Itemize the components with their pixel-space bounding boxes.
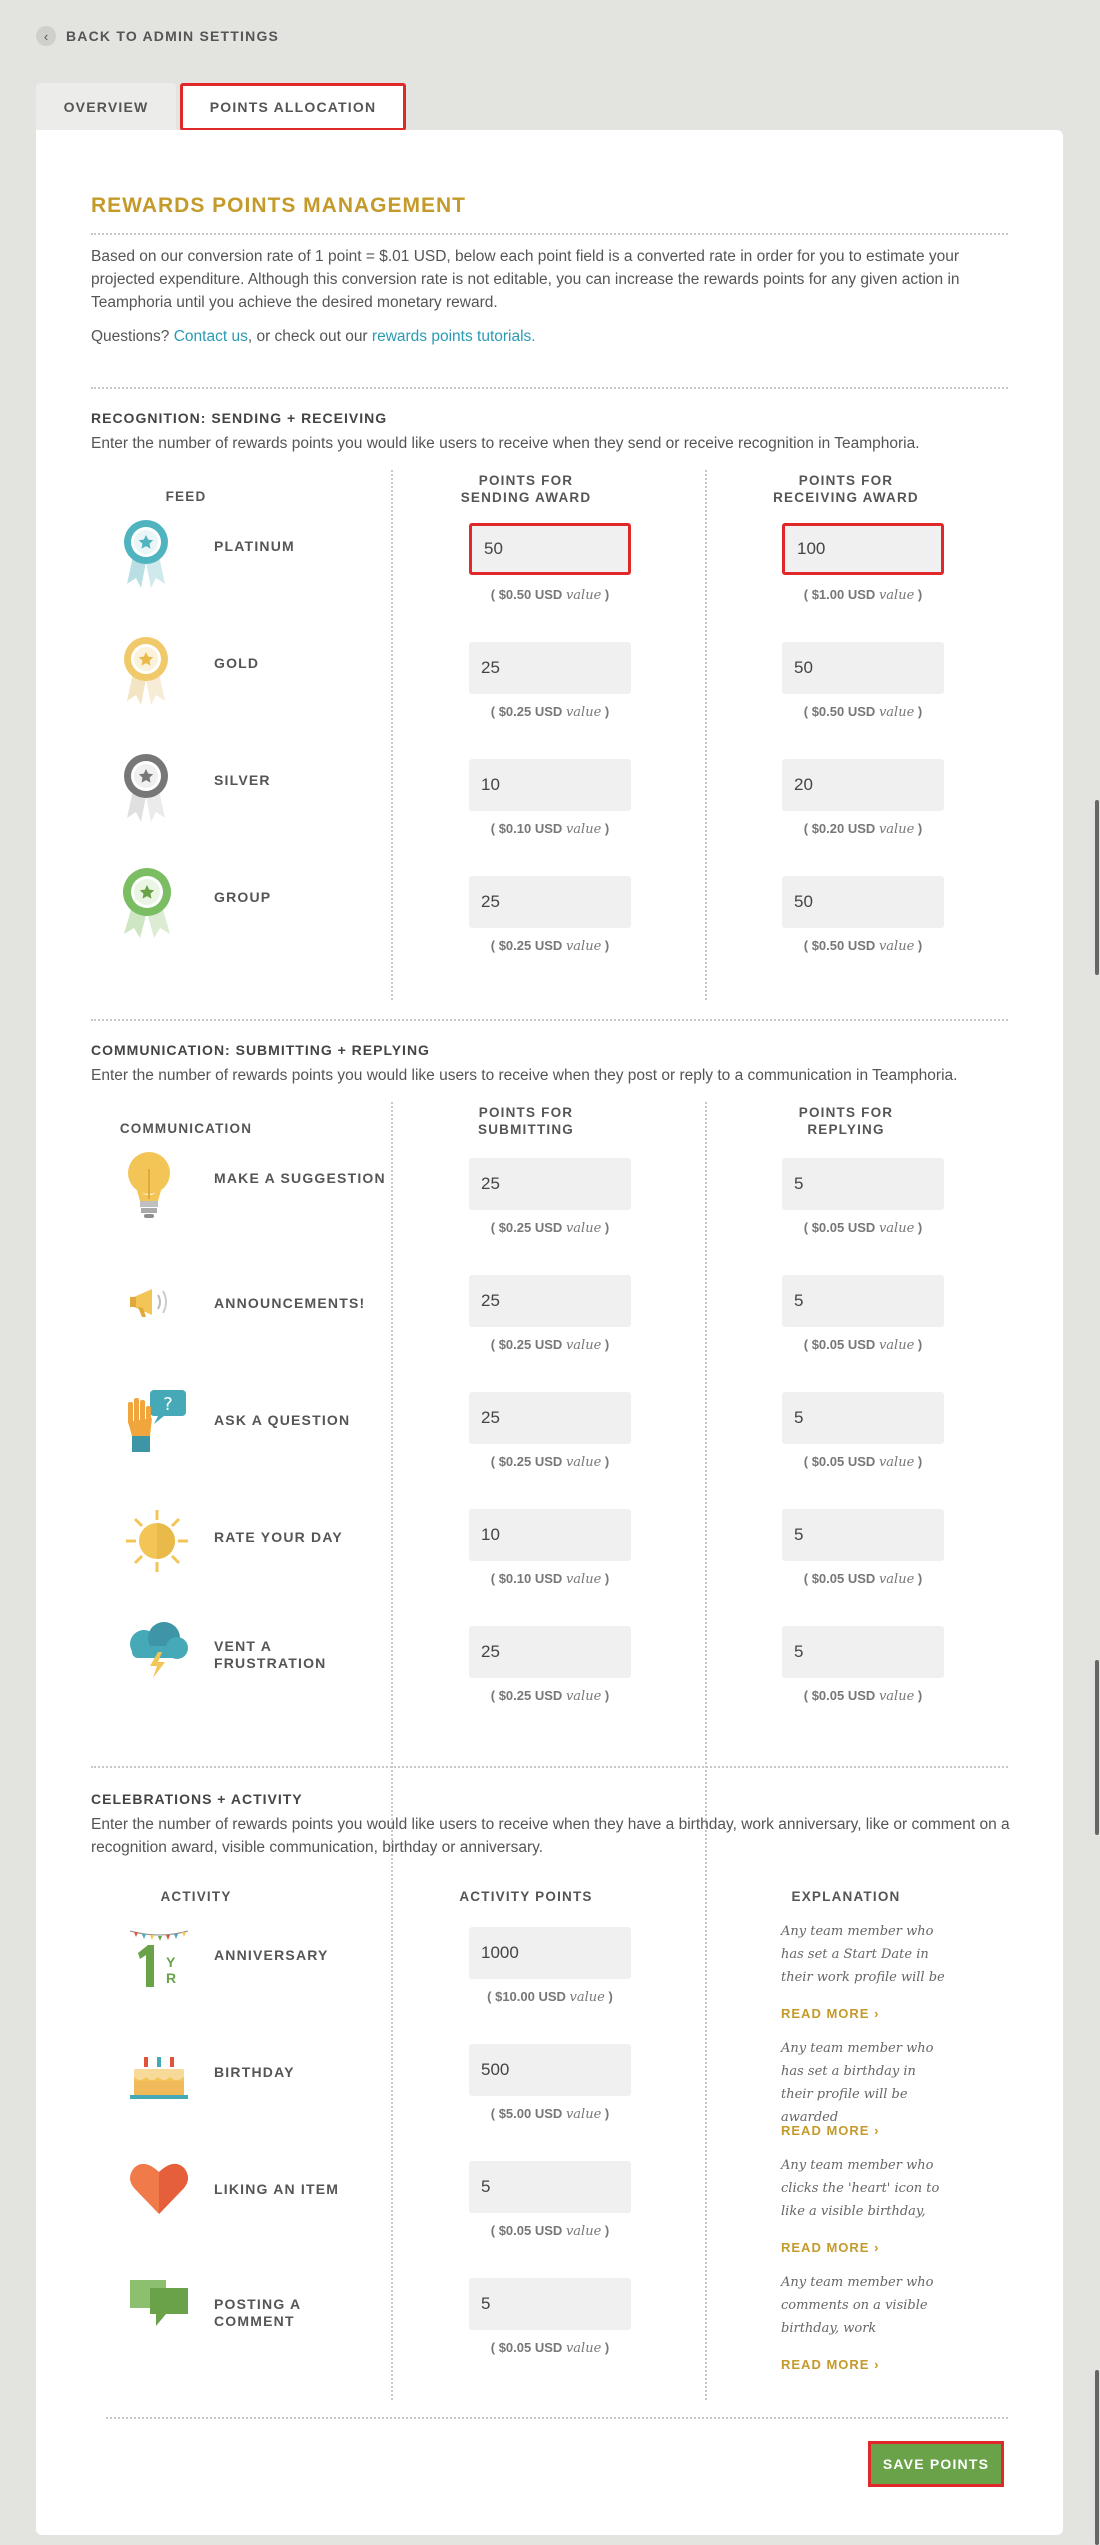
- raised-hand-question-icon: [124, 1388, 190, 1459]
- announcements-submitting-input[interactable]: [469, 1275, 631, 1327]
- celebrations-heading: CELEBRATIONS + ACTIVITY: [91, 1791, 303, 1807]
- usd-value: ( $10.00 USD value ): [487, 1989, 613, 2005]
- silver-sending-input[interactable]: [469, 759, 631, 811]
- scrollbar-thumb[interactable]: [1095, 1660, 1099, 1835]
- read-more-link[interactable]: READ MORE ›: [781, 2357, 880, 2372]
- chevron-right-icon: ›: [874, 2006, 880, 2021]
- points-card: [36, 130, 1063, 2535]
- usd-value: ( $0.20 USD value ): [803, 821, 923, 837]
- communication-heading: COMMUNICATION: SUBMITTING + REPLYING: [91, 1042, 430, 1058]
- usd-value: ( $0.25 USD value ): [490, 1220, 610, 1236]
- col-header-receiving: POINTS FOR RECEIVING AWARD: [773, 473, 919, 505]
- col-header-feed: FEED: [165, 489, 207, 504]
- contact-us-link[interactable]: Contact us: [173, 328, 248, 345]
- divider: [91, 233, 1008, 235]
- storm-cloud-icon: [122, 1620, 192, 1685]
- questions-middle: , or check out our: [247, 328, 368, 345]
- rewards-tutorials-link[interactable]: rewards points tutorials.: [371, 328, 536, 345]
- explanation-text: Any team member who has set a birthday in their profile will be awarded: [781, 2041, 934, 2125]
- comment-points-input[interactable]: [469, 2278, 631, 2330]
- chevron-right-icon: ›: [874, 2123, 880, 2138]
- usd-value: ( $0.25 USD value ): [490, 938, 610, 954]
- usd-value: ( $0.50 USD value ): [490, 587, 610, 603]
- communication-description: Enter the number of rewards points you would like users to receive when they post or reply to a communication in Teamphoria.: [91, 1067, 958, 1084]
- scrollbar-thumb[interactable]: [1095, 2370, 1099, 2545]
- tab-overview[interactable]: OVERVIEW: [36, 83, 176, 131]
- anniversary-points-input[interactable]: [469, 1927, 631, 1979]
- svg-text:R: R: [166, 1970, 177, 1986]
- col-header-activity-points: ACTIVITY POINTS: [459, 1889, 593, 1904]
- usd-value: ( $0.05 USD value ): [803, 1571, 923, 1587]
- usd-value: ( $0.05 USD value ): [490, 2223, 610, 2239]
- intro-text: Based on our conversion rate of 1 point = $.01 USD, below each point field is a converted rate in order for you to estimate your projected expenditure. Although this conversion rate is not editable, you can increase the rewards points for any given action in Teamphoria until you achieve the desired monetary reward.: [91, 248, 960, 311]
- col-header-explanation: EXPLANATION: [791, 1889, 901, 1904]
- questions-prefix: Questions?: [91, 328, 170, 345]
- row-label-gold: GOLD: [214, 655, 260, 671]
- read-more-link[interactable]: READ MORE ›: [781, 2240, 880, 2255]
- divider: [106, 2417, 1008, 2419]
- row-label-birthday: BIRTHDAY: [214, 2064, 295, 2080]
- chevron-right-icon: ›: [874, 2240, 880, 2255]
- platinum-receiving-input[interactable]: [782, 523, 944, 575]
- silver-receiving-input[interactable]: [782, 759, 944, 811]
- row-label-group: GROUP: [214, 889, 272, 905]
- usd-value: ( $0.05 USD value ): [803, 1220, 923, 1236]
- gold-medal-icon: [121, 635, 171, 712]
- row-label-suggestion: MAKE A SUGGESTION: [214, 1170, 386, 1186]
- celebrations-description: Enter the number of rewards points you would like users to receive when they have a birthday, work anniversary, like or comment on a recognition award, visible communication, birthday or anniversary.: [91, 1816, 1010, 1856]
- usd-value: ( $0.05 USD value ): [803, 1688, 923, 1704]
- svg-text:?: ?: [163, 1394, 173, 1415]
- group-medal-icon: [118, 868, 176, 945]
- row-label-platinum: PLATINUM: [214, 538, 295, 554]
- col-header-replying: POINTS FOR REPLYING: [798, 1105, 894, 1137]
- row-label-vent: VENT A FRUSTRATION: [214, 1638, 327, 1671]
- chevron-left-icon: ‹: [36, 26, 56, 46]
- row-label-liking: LIKING AN ITEM: [214, 2181, 340, 2197]
- read-more-link[interactable]: READ MORE ›: [781, 2123, 880, 2138]
- divider: [91, 387, 1008, 389]
- column-divider: [705, 1870, 707, 2400]
- sun-icon: [124, 1508, 190, 1579]
- col-header-activity: ACTIVITY: [160, 1889, 232, 1904]
- column-divider: [391, 470, 393, 1000]
- rate-day-replying-input[interactable]: [782, 1509, 944, 1561]
- comment-bubbles-icon: [128, 2278, 190, 2335]
- chevron-right-icon: ›: [874, 2357, 880, 2372]
- vent-replying-input[interactable]: [782, 1626, 944, 1678]
- questions-text: [91, 328, 536, 346]
- column-divider: [391, 1102, 393, 1872]
- explanation-text: Any team member who has set a Start Date in their work profile will be: [781, 1924, 945, 1985]
- usd-value: ( $0.50 USD value ): [803, 704, 923, 720]
- row-label-anniversary: ANNIVERSARY: [214, 1947, 329, 1963]
- explanation-text: Any team member who clicks the 'heart' icon to like a visible birthday,: [781, 2158, 940, 2219]
- group-sending-input[interactable]: [469, 876, 631, 928]
- usd-value: ( $0.05 USD value ): [803, 1337, 923, 1353]
- liking-points-input[interactable]: [469, 2161, 631, 2213]
- back-to-admin-settings-link[interactable]: [36, 26, 279, 46]
- heart-icon: [128, 2160, 190, 2221]
- scrollbar[interactable]: [1094, 0, 1100, 2545]
- divider: [91, 1766, 1008, 1768]
- usd-value: ( $0.25 USD value ): [490, 1688, 610, 1704]
- usd-value: ( $0.50 USD value ): [803, 938, 923, 954]
- suggestion-replying-input[interactable]: [782, 1158, 944, 1210]
- usd-value: ( $0.10 USD value ): [490, 1571, 610, 1587]
- suggestion-submitting-input[interactable]: [469, 1158, 631, 1210]
- usd-value: ( $1.00 USD value ): [803, 587, 923, 603]
- divider: [91, 1019, 1008, 1021]
- svg-text:Y: Y: [166, 1954, 176, 1970]
- col-header-submitting: POINTS FOR SUBMITTING: [478, 1105, 574, 1137]
- recognition-heading: RECOGNITION: SENDING + RECEIVING: [91, 410, 388, 426]
- column-divider: [705, 1102, 707, 1872]
- anniversary-1yr-icon: [128, 1925, 190, 1994]
- page-title: REWARDS POINTS MANAGEMENT: [91, 194, 467, 217]
- platinum-sending-input[interactable]: [469, 523, 631, 575]
- usd-value: ( $0.05 USD value ): [803, 1454, 923, 1470]
- birthday-cake-icon: [128, 2055, 190, 2108]
- recognition-description: Enter the number of rewards points you would like users to receive when they send or receive recognition in Teamphoria.: [91, 435, 920, 452]
- read-more-link[interactable]: READ MORE ›: [781, 2006, 880, 2021]
- row-label-rate-day: RATE YOUR DAY: [214, 1529, 343, 1545]
- gold-sending-input[interactable]: [469, 642, 631, 694]
- row-label-comment: POSTING A COMMENT: [214, 2296, 301, 2329]
- back-link-label: BACK TO ADMIN SETTINGS: [66, 28, 280, 44]
- question-submitting-input[interactable]: [469, 1392, 631, 1444]
- save-points-button[interactable]: SAVE POINTS: [868, 2441, 1004, 2487]
- rate-day-submitting-input[interactable]: [469, 1509, 631, 1561]
- row-label-announcements: ANNOUNCEMENTS!: [214, 1295, 366, 1311]
- megaphone-icon: [128, 1283, 178, 1328]
- col-header-sending: POINTS FOR SENDING AWARD: [460, 473, 592, 505]
- usd-value: ( $5.00 USD value ): [490, 2106, 610, 2122]
- birthday-points-input[interactable]: [469, 2044, 631, 2096]
- group-receiving-input[interactable]: [782, 876, 944, 928]
- col-header-communication: COMMUNICATION: [119, 1121, 253, 1136]
- column-divider: [705, 470, 707, 1000]
- gold-receiving-input[interactable]: [782, 642, 944, 694]
- silver-medal-icon: [121, 752, 171, 829]
- vent-submitting-input[interactable]: [469, 1626, 631, 1678]
- lightbulb-icon: [126, 1151, 172, 1226]
- question-replying-input[interactable]: [782, 1392, 944, 1444]
- usd-value: ( $0.10 USD value ): [490, 821, 610, 837]
- tab-points-allocation[interactable]: POINTS ALLOCATION: [180, 83, 406, 131]
- row-label-silver: SILVER: [214, 772, 271, 788]
- explanation-text: Any team member who comments on a visible birthday, work: [781, 2275, 934, 2336]
- usd-value: ( $0.25 USD value ): [490, 704, 610, 720]
- usd-value: ( $0.25 USD value ): [490, 1337, 610, 1353]
- usd-value: ( $0.25 USD value ): [490, 1454, 610, 1470]
- platinum-medal-icon: [121, 518, 171, 595]
- announcements-replying-input[interactable]: [782, 1275, 944, 1327]
- scrollbar-thumb[interactable]: [1095, 800, 1099, 975]
- column-divider: [391, 1870, 393, 2400]
- row-label-ask-question: ASK A QUESTION: [214, 1412, 351, 1428]
- usd-value: ( $0.05 USD value ): [490, 2340, 610, 2356]
